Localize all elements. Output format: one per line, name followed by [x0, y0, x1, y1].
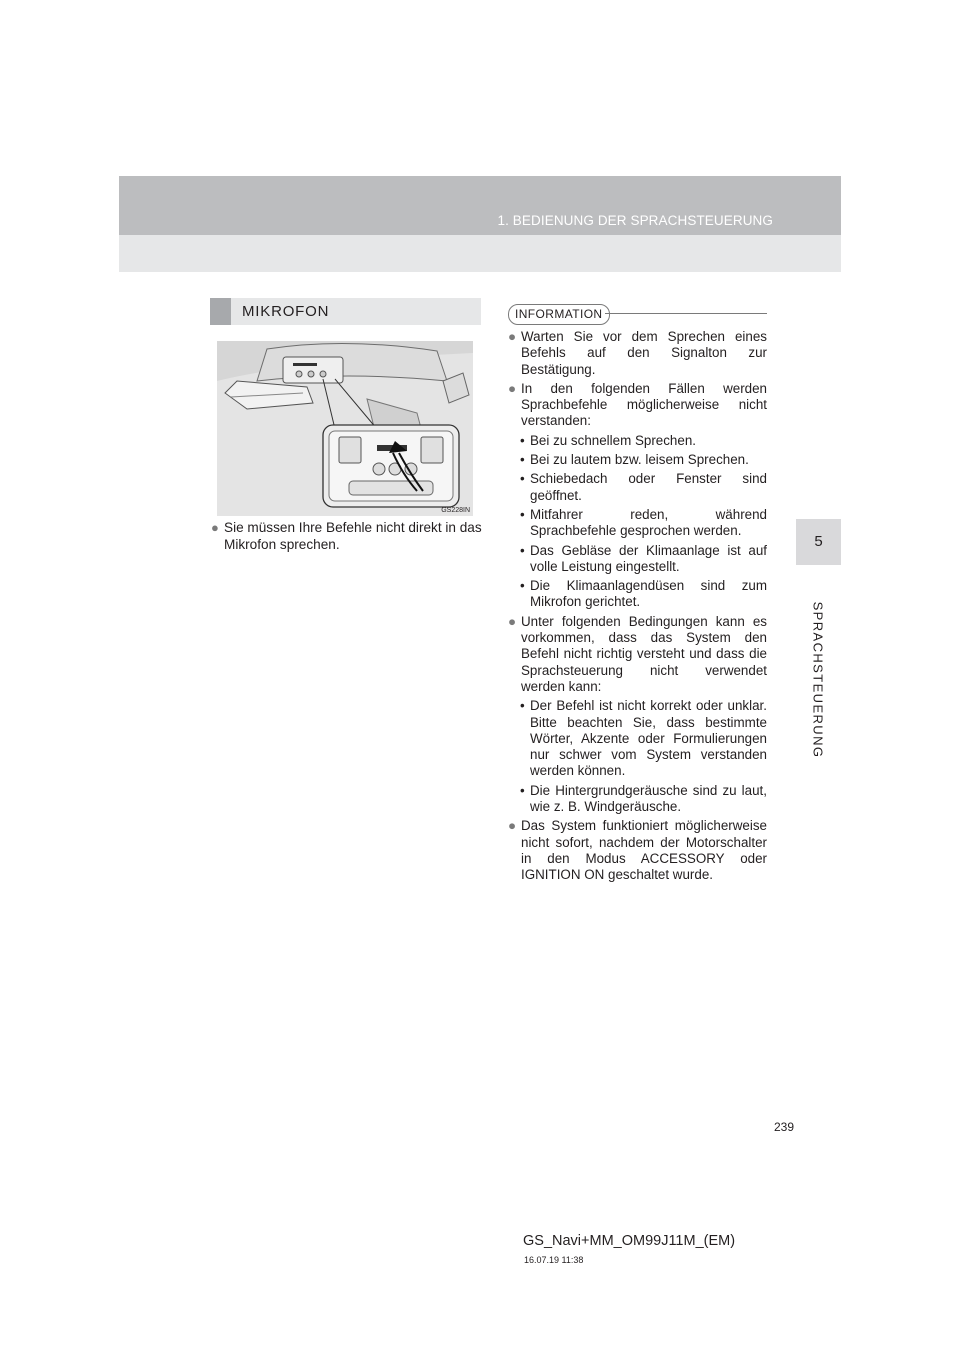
- sub-bullet-icon: •: [520, 698, 525, 714]
- bullet-icon: ●: [508, 613, 517, 629]
- sub-bullet-icon: •: [520, 542, 525, 558]
- sub-list-item: [508, 471, 767, 504]
- info-text-2: In den folgenden Fällen werden Sprachbefehle möglicherweise nicht verstanden:: [521, 380, 767, 429]
- bullet-icon: ●: [508, 818, 517, 834]
- illustration-code: GS228IN: [441, 507, 470, 514]
- sub-bullet-icon: •: [520, 452, 525, 468]
- bullet-icon: ●: [211, 520, 219, 535]
- list-item: [508, 818, 767, 883]
- information-body: [508, 329, 767, 887]
- list-item: [508, 381, 767, 430]
- microphone-note-text: Sie müssen Ihre Befehle nicht direkt in das Mikrofon sprechen.: [224, 520, 482, 552]
- microphone-note: [211, 519, 487, 553]
- section-heading: [210, 298, 481, 325]
- sub-list-item: [508, 452, 767, 468]
- info-text-1: Warten Sie vor dem Sprechen eines Befehls auf den Signalton zur Bestätigung.: [521, 329, 767, 377]
- sub-item-text: Der Befehl ist nicht korrekt oder unklar. Bitte beachten Sie, dass bestimmte Wörter, Akzente oder Formulierungen nur schwer vom System verstanden werden können.: [530, 698, 767, 779]
- sub-list-item: [508, 578, 767, 611]
- sub-item-text: Das Gebläse der Klimaanlage ist auf volle Leistung eingestellt.: [530, 542, 767, 574]
- print-timestamp: 16.07.19 11:38: [524, 1255, 584, 1265]
- sub-list-item: [508, 783, 767, 816]
- chapter-side-label: SPRACHSTEUERUNG: [810, 601, 826, 759]
- sub-bullet-icon: •: [520, 782, 525, 798]
- sub-item-text: Bei zu schnellem Sprechen.: [530, 432, 696, 448]
- sub-list-item: [508, 698, 767, 779]
- bullet-icon: ●: [508, 380, 517, 396]
- sub-list-item: [508, 433, 767, 449]
- sub-item-text: Bei zu lautem bzw. leisem Sprechen.: [530, 452, 749, 468]
- info-text-4: Das System funktioniert möglicherweise nicht sofort, nachdem der Motorschalter in den Modus ACCESSORY oder IGNITION ON geschaltet wurde.: [521, 818, 767, 883]
- bullet-icon: ●: [508, 329, 517, 344]
- sub-item-text: Mitfahrer reden, während Sprachbefehle gesprochen werden.: [530, 506, 767, 539]
- sub-bullet-icon: •: [520, 432, 525, 448]
- chapter-tab: [796, 519, 841, 565]
- sub-item-text: Die Klimaanlagendüsen sind zum Mikrofon gerichtet.: [530, 578, 767, 610]
- microphone-illustration: [217, 341, 473, 516]
- section-title: MIKROFON: [242, 303, 330, 320]
- sub-list-item: [508, 507, 767, 540]
- list-item: [211, 519, 487, 553]
- header-subbar: [119, 235, 841, 272]
- section-heading-marker: [210, 298, 231, 325]
- sub-bullet-icon: •: [520, 578, 525, 594]
- sub-list-item: [508, 543, 767, 576]
- page-number: 239: [774, 1120, 795, 1134]
- overhead-console-drawing: [217, 341, 473, 516]
- sub-item-text: Die Hintergrundgeräusche sind zu laut, wie z. B. Windgeräusche.: [530, 782, 767, 815]
- sub-bullet-icon: •: [520, 471, 525, 487]
- list-item: [508, 614, 767, 695]
- info-text-3: Unter folgenden Bedingungen kann es vorkommen, dass das System den Befehl nicht richtig versteht und dass die Sprachsteuerung nicht verwendet werden kann:: [521, 613, 767, 694]
- information-label: INFORMATION: [508, 304, 610, 325]
- chapter-title: 1. BEDIENUNG DER SPRACHSTEUERUNG: [497, 213, 773, 228]
- sub-item-text: Schiebedach oder Fenster sind geöffnet.: [530, 471, 767, 503]
- chapter-number: 5: [814, 533, 823, 550]
- header-bar: [119, 176, 841, 235]
- sub-bullet-icon: •: [520, 506, 525, 522]
- list-item: [508, 329, 767, 378]
- information-rule: [605, 313, 767, 314]
- document-code: GS_Navi+MM_OM99J11M_(EM): [523, 1233, 736, 1249]
